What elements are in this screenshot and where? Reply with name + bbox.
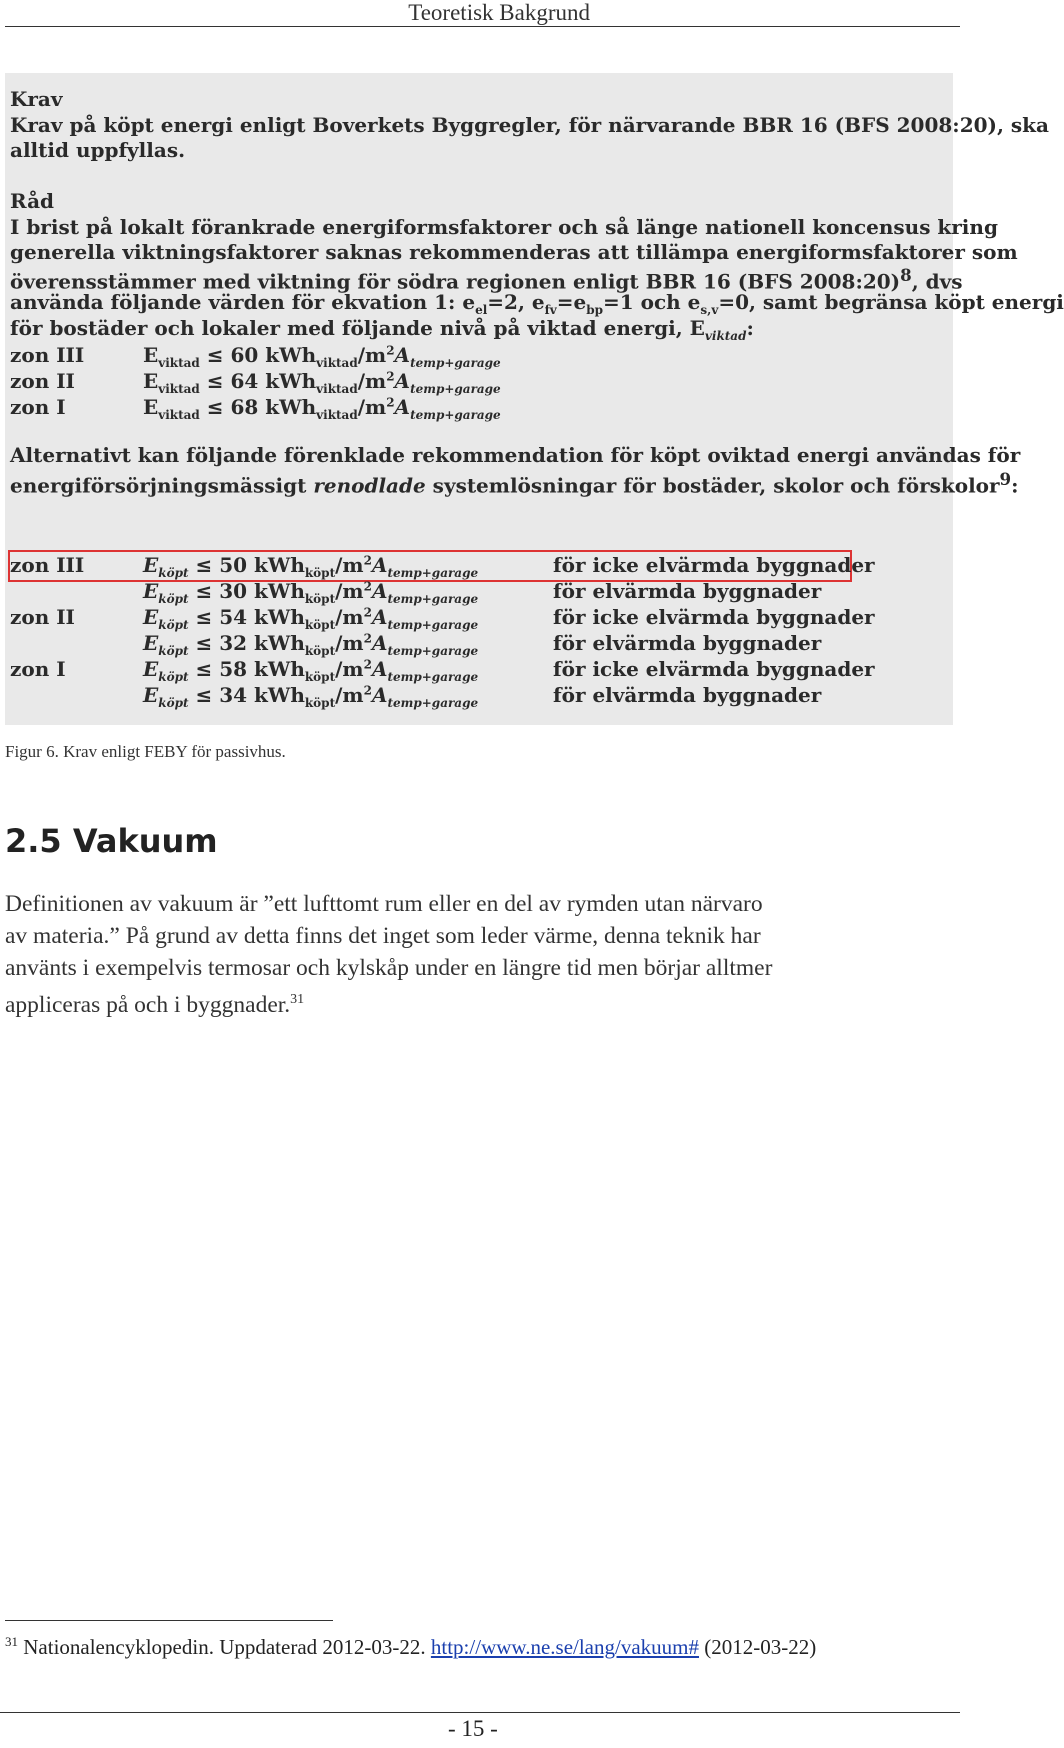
zone-label: zon I (10, 657, 66, 681)
alt-line-1: Alternativt kan följande förenklade rekommendation för köpt oviktad energi användas för (10, 443, 1021, 467)
rad-line-1: I brist på lokalt förankrade energiformsfaktorer och så länge nationell koncensus kring (10, 215, 998, 239)
footer-divider (0, 1712, 960, 1713)
equation: $E_{viktad} \le 68$ $kWh_{viktad}/m^2A_{temp+garage}$ (143, 395, 501, 422)
building-type-note: för icke elvärmda byggnader (553, 553, 875, 577)
equation: $E_{viktad} \le 60$ $kWh_{viktad}/m^2A_{temp+garage}$ (143, 343, 501, 370)
zone-label: zon I (10, 395, 66, 419)
page-header (5, 0, 960, 27)
building-type-note: för icke elvärmda byggnader (553, 605, 875, 629)
equation: $E_{köpt} \le 54$ $kWh_{köpt}/m^2A_{temp+garage}$ (143, 605, 479, 632)
alt-line-2: energiförsörjningsmässigt renodlade systemlösningar för bostäder, skolor och förskolor$^9$: (10, 469, 1019, 498)
rad-heading: Råd (10, 189, 55, 213)
footnote-ref[interactable]: 31 (290, 992, 305, 1007)
krav-line-2: alltid uppfyllas. (10, 138, 186, 162)
section-heading: 2.5 Vakuum (5, 822, 218, 860)
figure-caption: Figur 6. Krav enligt FEBY för passivhus. (5, 742, 286, 761)
equation: $E_{köpt} \le 50$ $kWh_{köpt}/m^2A_{temp+garage}$ (143, 553, 479, 580)
footnote-date: (2012-03-22) (699, 1635, 817, 1659)
building-type-note: för elvärmda byggnader (553, 579, 822, 603)
footnote (5, 1634, 816, 1660)
zone-label: zon II (10, 369, 75, 393)
building-type-note: för icke elvärmda byggnader (553, 657, 875, 681)
building-type-note: för elvärmda byggnader (553, 631, 822, 655)
zone-label: zon II (10, 605, 75, 629)
rad-line-3: överensstämmer med viktning för södra regionen enligt BBR 16 (BFS 2008:20)$^8$, dvs (10, 265, 963, 294)
footnote-divider (5, 1620, 333, 1621)
body-line-4: appliceras på och i byggnader.$^{31}$ (5, 991, 305, 1018)
body-line-2: av materia.” På grund av detta finns det inget som leder värme, denna teknik har (5, 923, 761, 949)
equation: $E_{köpt} \le 30$ $kWh_{köpt}/m^2A_{temp+garage}$ (143, 579, 479, 606)
body-paragraph (5, 888, 955, 1021)
equation: $E_{köpt} \le 58$ $kWh_{köpt}/m^2A_{temp+garage}$ (143, 657, 479, 684)
body-line-1: Definitionen av vakuum är ”ett lufttomt rum eller en del av rymden utan närvaro (5, 891, 763, 917)
body-line-3: använts i exempelvis termosar och kylskåp under en längre tid men börjar alltmer (5, 955, 773, 981)
rad-line-4: använda följande värden för ekvation 1: $e_{el}=2$, $e_{fv}=e_{bp}=1$ och $e_{s,v}=0$, samt begränsa köpt energi (10, 290, 1064, 317)
equation: $E_{köpt} \le 32$ $kWh_{köpt}/m^2A_{temp+garage}$ (143, 631, 479, 658)
krav-line-1: Krav på köpt energi enligt Boverkets Byggregler, för närvarande BBR 16 (BFS 2008:20), ska (10, 113, 1049, 137)
header-title: Teoretisk Bakgrund (408, 0, 590, 25)
footnote-text: Nationalencyklopedin. Uppdaterad 2012-03-22. (18, 1635, 431, 1659)
footnote-link[interactable]: http://www.ne.se/lang/vakuum# (430, 1635, 699, 1659)
zone-label: zon III (10, 553, 85, 577)
krav-heading: Krav (10, 87, 63, 111)
rad-line-2: generella viktningsfaktorer saknas rekommenderas att tillämpa energiformsfaktorer som (10, 240, 1018, 264)
rad-line-5: för bostäder och lokaler med följande nivå på viktad energi, $E_{viktad}$: (10, 316, 754, 343)
footnote-number: 31 (5, 1634, 18, 1649)
equation: $E_{viktad} \le 64$ $kWh_{viktad}/m^2A_{temp+garage}$ (143, 369, 501, 396)
equation: $E_{köpt} \le 34$ $kWh_{köpt}/m^2A_{temp+garage}$ (143, 683, 479, 710)
zone-label: zon III (10, 343, 85, 367)
page-number: - 15 - (448, 1716, 498, 1741)
building-type-note: för elvärmda byggnader (553, 683, 822, 707)
figure-image (5, 73, 1064, 725)
